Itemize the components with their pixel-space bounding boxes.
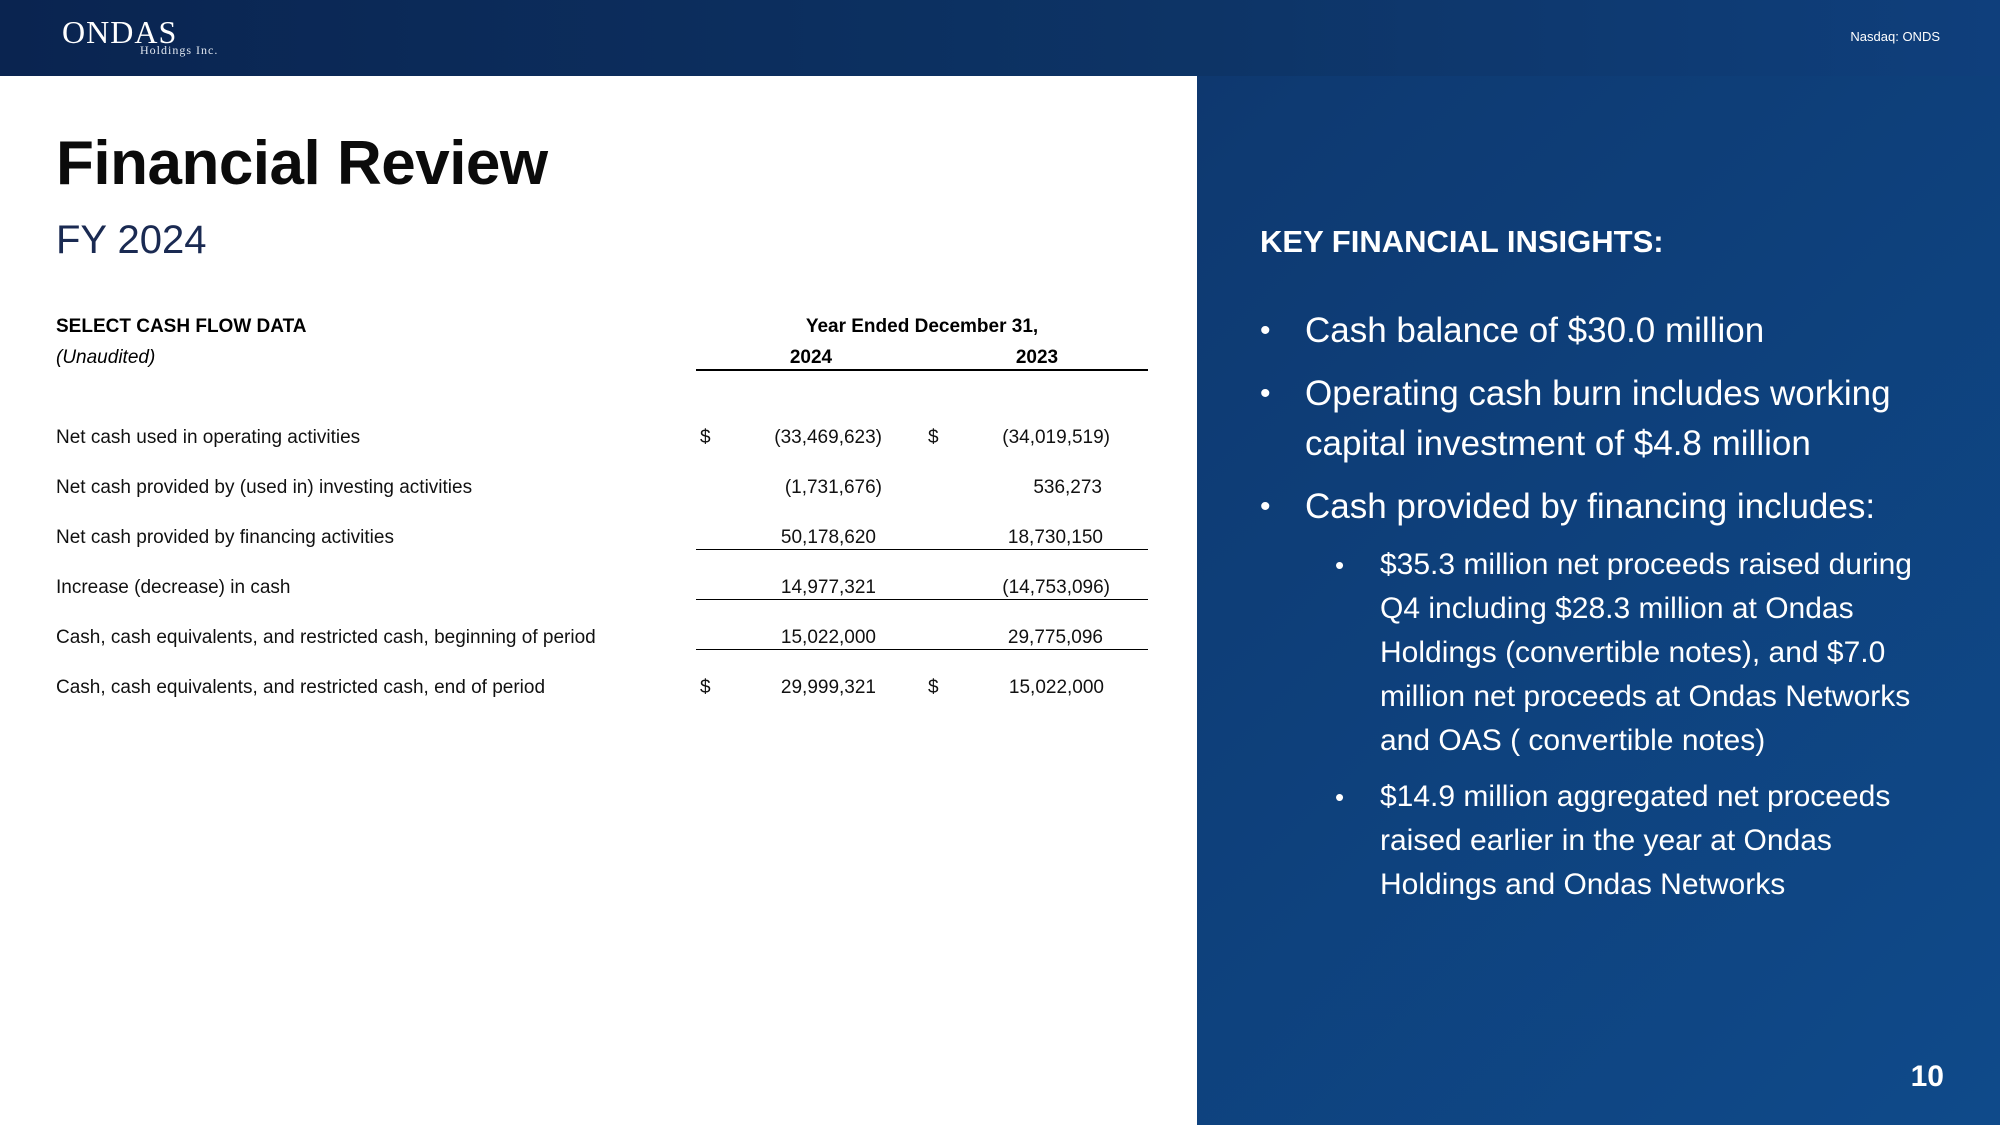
value-2024: 15,022,000 — [780, 627, 876, 648]
insight-bullet — [1260, 306, 1960, 356]
value-2023: 18,730,150 — [1007, 527, 1103, 548]
period-header: Year Ended December 31, — [805, 316, 1039, 337]
insight-text: Operating cash burn includes working capital investment of $4.8 million — [1305, 374, 1891, 463]
ticker-label: Nasdaq: ONDS — [1850, 29, 1940, 44]
bullet-marker: • — [1260, 377, 1271, 410]
subbullet-text: $35.3 million net proceeds raised during Q4 including $28.3 million at Ondas Holdings (convertible notes), and $7.0 million net proceeds at Ondas Networks and OAS ( convertible notes) — [1380, 548, 1912, 757]
table-sublabel: (Unaudited) — [56, 347, 156, 368]
value-2024: 14,977,321 — [780, 577, 876, 598]
bullet-marker: • — [1335, 782, 1345, 812]
subbullet-text: $14.9 million aggregated net proceeds raised earlier in the year at Ondas Holdings and Ondas Networks — [1380, 780, 1891, 901]
value-2023: 536,273 — [1033, 477, 1102, 498]
logo-wordmark: ONDAS — [62, 14, 178, 50]
page-title: Financial Review — [56, 129, 548, 198]
header-rule — [696, 369, 1148, 371]
value-2023: 15,022,000 — [1008, 677, 1104, 698]
row-label-change-in-cash: Increase (decrease) in cash — [56, 577, 291, 598]
bullet-marker: • — [1335, 550, 1345, 580]
company-logo — [62, 16, 222, 58]
bullet-marker: • — [1260, 314, 1271, 347]
value-2024: 29,999,321 — [780, 677, 876, 698]
row-label-financing: Net cash provided by financing activities — [56, 527, 394, 548]
subtotal-rule — [696, 599, 1148, 600]
dollar-sign: $ — [928, 677, 939, 698]
subtotal-rule — [696, 549, 1148, 550]
logo-subtext: Holdings Inc. — [140, 43, 219, 57]
column-header-2023: 2023 — [1015, 347, 1059, 368]
dollar-sign: $ — [928, 427, 939, 448]
insight-subbullets — [1260, 543, 1960, 907]
row-label-ending-cash: Cash, cash equivalents, and restricted cash, end of period — [56, 677, 546, 698]
row-label-operating: Net cash used in operating activities — [56, 427, 361, 448]
subtotal-rule — [696, 649, 1148, 650]
page-subtitle: FY 2024 — [56, 218, 207, 262]
value-2024: (1,731,676) — [784, 477, 882, 498]
insight-bullet — [1260, 482, 1960, 532]
row-label-investing: Net cash provided by (used in) investing activities — [56, 477, 473, 498]
row-label-beginning-cash: Cash, cash equivalents, and restricted cash, beginning of period — [56, 627, 596, 648]
insights-list — [1260, 306, 1960, 907]
insight-subbullet — [1335, 543, 1940, 763]
value-2023: (34,019,519) — [1002, 427, 1110, 448]
dollar-sign: $ — [700, 427, 711, 448]
table-label: SELECT CASH FLOW DATA — [56, 316, 307, 337]
bullet-marker: • — [1260, 490, 1271, 523]
column-header-2024: 2024 — [789, 347, 833, 368]
value-2024: 50,178,620 — [780, 527, 876, 548]
header-bar — [0, 0, 2000, 76]
insight-text: Cash balance of $30.0 million — [1305, 311, 1765, 350]
dollar-sign: $ — [700, 677, 711, 698]
value-2023: (14,753,096) — [1002, 577, 1110, 598]
insight-text: Cash provided by financing includes: — [1305, 487, 1876, 526]
page-number: 10 — [1910, 1060, 1944, 1093]
value-2023: 29,775,096 — [1007, 627, 1103, 648]
insight-bullet — [1260, 369, 1960, 469]
insight-subbullet — [1335, 775, 1940, 907]
value-2024: (33,469,623) — [774, 427, 882, 448]
insights-title: KEY FINANCIAL INSIGHTS: — [1260, 224, 1664, 259]
